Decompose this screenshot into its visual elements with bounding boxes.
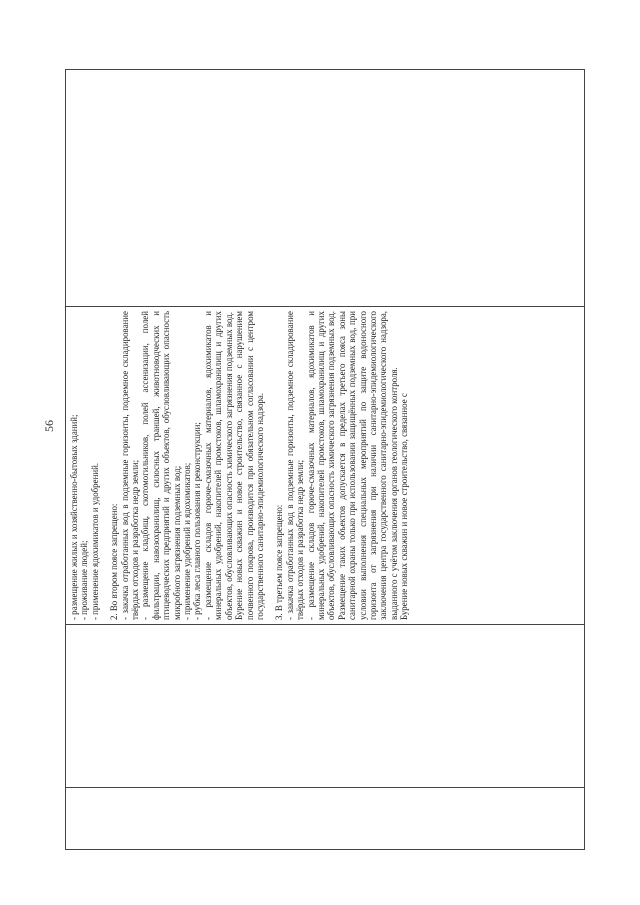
table-cell-1 bbox=[66, 788, 585, 850]
zone3-note: Бурение новых скважин и новое строительство, связанное с bbox=[399, 393, 410, 620]
zone2-item: - применение удобрений и ядохимикатов; bbox=[182, 462, 193, 620]
zone2-item: - размещение складов горюче-смазочных материалов, ядохимикатов и минеральных удобрений, накопителей промстоков, шламохранилищ и других объектов, обусловливающих опасность химического загрязнения подземных вод. bbox=[202, 311, 234, 620]
rotated-page bbox=[65, 70, 585, 850]
zone2-item: - рубка леса главного пользования и реконструкции; bbox=[192, 422, 203, 620]
zone3-item: - закачка отработанных вод в подземные горизонты, подземное складирование твёрдых отходов и разработка недр земли; bbox=[284, 311, 306, 620]
zone2-heading: 2. Во втором поясе запрещено: bbox=[109, 503, 120, 620]
zone3-heading: 3. В третьем поясе запрещено: bbox=[274, 504, 285, 620]
intro-line: - размещение жилых и хозяйственно-бытовых зданий; bbox=[69, 414, 79, 620]
sanitary-zone-table bbox=[65, 69, 585, 850]
zone2-note: Бурение новых скважин и новое строительство, связанное с нарушением почвенного покрова, производится при обязательном согласовании с центром государственного санитарно-эпидемиологического надзора. bbox=[234, 311, 265, 620]
zone3-item: - размещение складов горюче-смазочных материалов, ядохимикатов и минеральных удобрений, накопителей промстоков, шламохранилищ и других объектов, обусловливающих опасность химического загрязнения подземных вод. Размещение таких объектов допускается в пределах третьего пояса зоны санитарной охраны только при использовании защищённых подземных вод, при условии выполнения специальных мероприятий по защите водоносного горизонта от загрязнения при наличии санитарно-эпидемиологического заключения центра государственного санитарно-эпидемиологического надзора, выданного с учётом заключения органов геологического контроля. bbox=[305, 311, 399, 620]
zone2-item: - размещение кладбищ, скотомогильников, полей ассенизации, полей фильтрации, навозохранилищ, силосных траншей, животноводческих и птицеводческих предприятий и других объектов, обусловливающих опасность микробного загрязнения подземных вод; bbox=[140, 311, 182, 620]
page-number: 56 bbox=[42, 420, 56, 432]
table-cell-2 bbox=[66, 625, 585, 788]
intro-line: - применение ядохимикатов и удобрений. bbox=[89, 462, 100, 620]
intro-line: - проживание людей; bbox=[79, 540, 90, 620]
table-cell-4 bbox=[66, 70, 585, 307]
zone2-item: - закачка отработанных вод в подземные горизонты, подземное складирование твёрдых отходов и разработка недр земли; bbox=[119, 311, 141, 620]
table-cell-restrictions bbox=[66, 307, 585, 625]
